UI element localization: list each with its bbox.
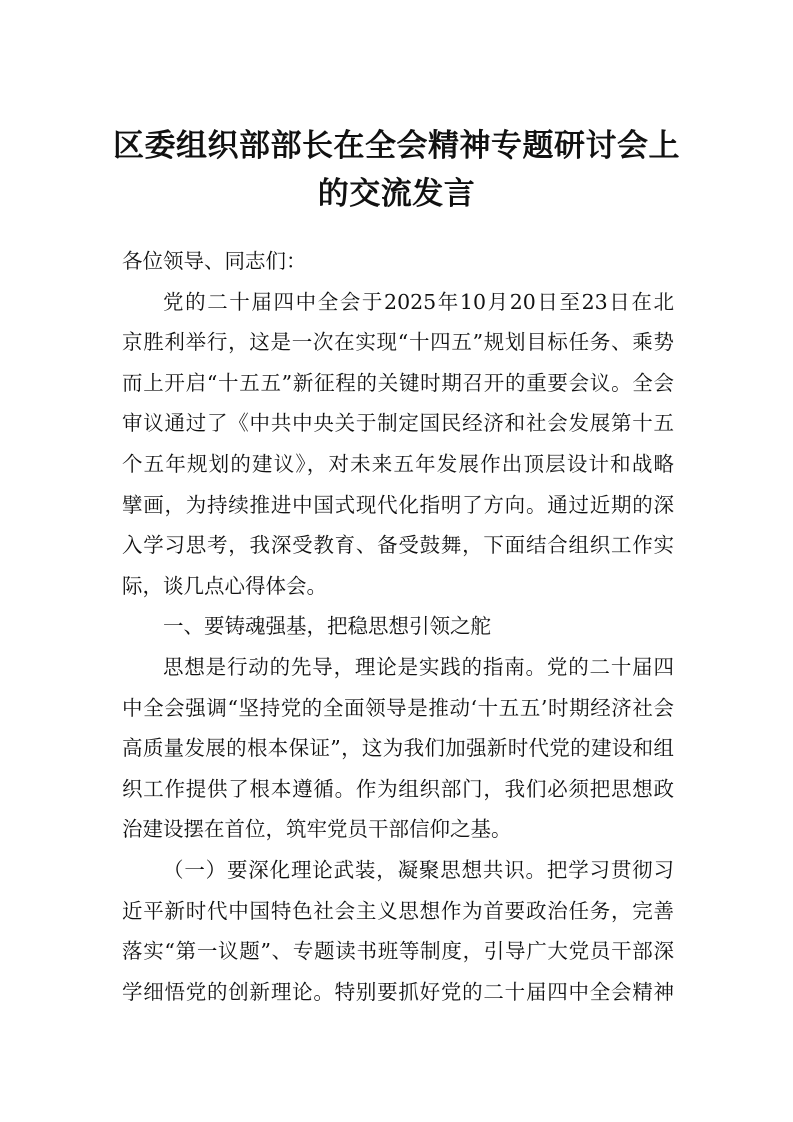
paragraph-line: 近平新时代中国特色社会主义思想作为首要政治任务，完善 [122, 898, 674, 923]
paragraph-line: 治建设摆在首位，筑牢党员干部信仰之基。 [122, 817, 512, 842]
paragraph-line: （一）要深化理论武装，凝聚思想共识。把学习贯彻习 [163, 857, 674, 882]
paragraph-line: 党的二十届四中全会于2025年10月20日至23日在北 [163, 289, 674, 314]
salutation: 各位领导、同志们： [122, 249, 307, 273]
section-heading: 一、要铸魂强基，把稳思想引领之舵 [163, 614, 491, 639]
paragraph-line: 审议通过了《中共中央关于制定国民经济和社会发展第十五 [122, 411, 674, 436]
paragraph-line: 入学习思考，我深受教育、备受鼓舞，下面结合组织工作实 [122, 533, 674, 558]
paragraph-line: 高质量发展的根本保证”，这为我们加强新时代党的建设和组 [122, 736, 674, 761]
paragraph-line: 学细悟党的创新理论。特别要抓好党的二十届四中全会精神 [122, 979, 674, 1004]
paragraph-line: 个五年规划的建议》，对未来五年发展作出顶层设计和战略 [122, 451, 674, 476]
document-title-line-2: 的交流发言 [317, 176, 476, 212]
paragraph-line: 际，谈几点心得体会。 [122, 573, 327, 598]
paragraph-line: 落实“第一议题”、专题读书班等制度，引导广大党员干部深 [122, 939, 674, 964]
paragraph-line: 织工作提供了根本遵循。作为组织部门，我们必须把思想政 [122, 776, 674, 801]
document-body [122, 241, 674, 1012]
paragraph-line: 而上开启“十五五”新征程的关键时期召开的重要会议。全会 [122, 370, 674, 395]
document-title-line-1: 区委组织部部长在全会精神专题研讨会上 [113, 128, 680, 164]
paragraph-line: 京胜利举行，这是一次在实现“十四五”规划目标任务、乘势 [122, 330, 674, 355]
paragraph-line: 思想是行动的先导，理论是实践的指南。党的二十届四 [163, 654, 674, 679]
paragraph-line: 擘画，为持续推进中国式现代化指明了方向。通过近期的深 [122, 492, 674, 517]
paragraph-line: 中全会强调“坚持党的全面领导是推动‘十五五’时期经济社会 [122, 695, 674, 720]
